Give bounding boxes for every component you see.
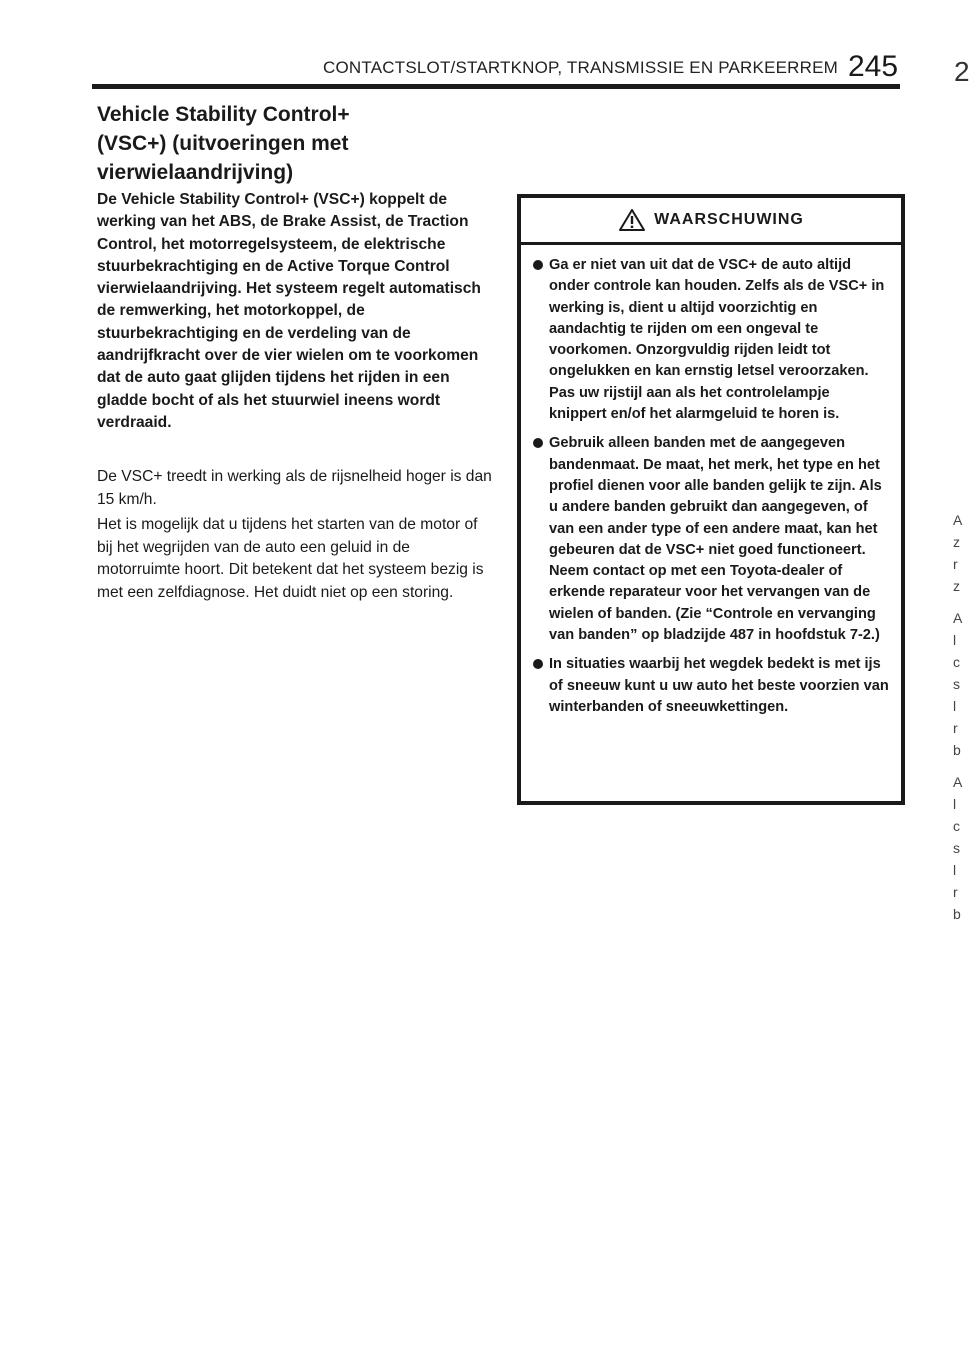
bullet-icon [533,260,543,270]
right-margin-fragments [953,512,963,928]
margin-char: c [953,654,960,670]
warning-triangle-icon [618,208,646,232]
warning-item-text: In situaties waarbij het wegdek bedekt is met ijs of sneeuw kunt u uw auto het beste voorzien van winterbanden of sneeuwkettingen. [549,656,889,715]
margin-char: l [953,796,957,812]
warning-box [517,194,905,805]
warning-item [533,654,889,718]
bullet-icon [533,438,543,448]
margin-char: z [953,578,960,594]
margin-char: c [953,818,960,834]
header-rule [92,84,900,89]
section-title: Vehicle Stability Control+ (VSC+) (uitvoeringen met vierwielaandrijving) [97,103,350,184]
margin-char: s [953,840,960,856]
warning-item [533,255,889,425]
margin-char: A [953,512,963,528]
warning-item-text: Gebruik alleen banden met de aangegeven bandenmaat. De maat, het merk, het type en het profiel dienen voor alle banden gelijk te zijn. Als u andere banden gebruikt dan aangegeven, of van een ander type of een andere maat, kan het gebeuren dat de VSC+ niet goed functioneert. Neem contact op met een Toyota-dealer of erkende reparateur voor het vervangen van de wielen of banden. (Zie “Controle en vervanging van banden” op bladzijde 487 in hoofdstuk 7-2.) [549,435,882,644]
margin-char: s [953,676,960,692]
margin-char: r [953,884,958,900]
margin-char: b [953,906,961,922]
warning-list [521,245,901,718]
margin-char: A [953,774,963,790]
warning-header [521,198,901,245]
margin-char: A [953,610,963,626]
body-paragraph: Het is mogelijk dat u tijdens het starten van de motor of bij het wegrijden van de auto een geluid in de motorruimte hoort. Dit betekent dat het systeem bezig is met een zelfdiagnose. Het duidt niet op een storing. [97,516,484,601]
intro-paragraph: De Vehicle Stability Control+ (VSC+) koppelt de werking van het ABS, de Brake Assist, de Traction Control, het motorregelsysteem, de elektrische stuurbekrachtiging en de Active Torque Control vierwielaandrijving. Het systeem regelt automatisch de remwerking, het motorkoppel, de stuurbekrachtiging en de verdeling van de aandrijfkracht over de vier wielen om te voorkomen dat de auto gaat glijden tijdens het rijden in een gladde bocht of als het stuurwiel ineens wordt verdraaid. [97,191,481,431]
margin-char: r [953,720,958,736]
margin-char: z [953,534,960,550]
margin-char: l [953,632,957,648]
page-number: 245 [848,50,899,83]
edge-fragment: 2 [954,56,970,87]
warning-title: WAARSCHUWING [654,211,804,228]
margin-char: r [953,556,958,572]
body-paragraph: De VSC+ treedt in werking als de rijsnelheid hoger is dan 15 km/h. [97,468,492,508]
margin-char: l [953,862,957,878]
margin-char: b [953,742,961,758]
warning-item [533,433,889,646]
running-header: CONTACTSLOT/STARTKNOP, TRANSMISSIE EN PARKEERREM [323,58,838,77]
warning-item-text: Ga er niet van uit dat de VSC+ de auto altijd onder controle kan houden. Zelfs als de VSC+ in werking is, dient u altijd voorzichtig en aandachtig te rijden om een ongeval te voorkomen. Onzorgvuldig rijden leidt tot ongelukken en kan ernstig letsel veroorzaken. Pas uw rijstijl aan als het controlelampje knippert en/of het alarmgeluid te horen is. [549,257,885,423]
margin-char: l [953,698,957,714]
bullet-icon [533,659,543,669]
